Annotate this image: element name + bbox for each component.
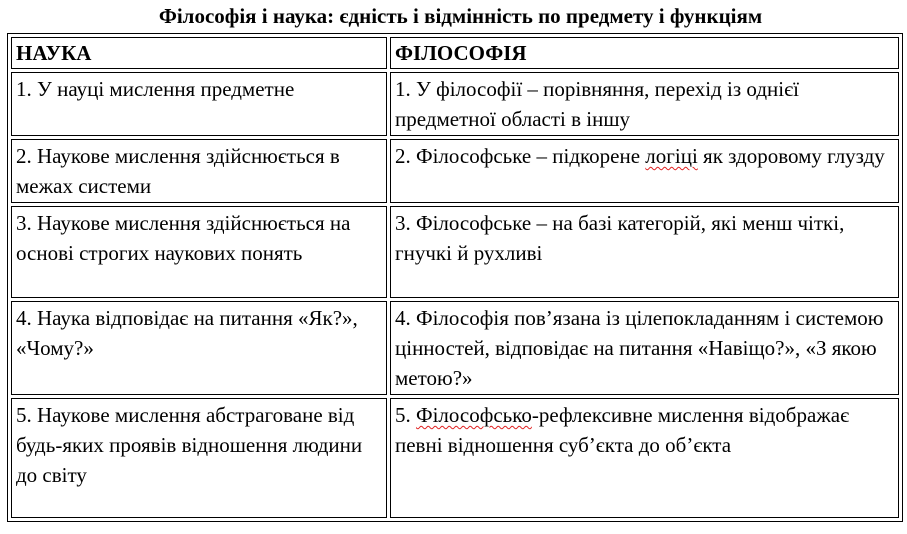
table-header-row <box>11 37 899 69</box>
table-row <box>11 72 899 136</box>
comparison-table <box>7 33 903 522</box>
cell-science: 4. Наука відповідає на питання «Як?», «Чому?» <box>11 301 387 395</box>
cell-text: 2. Філософське – підкорене <box>395 144 646 168</box>
header-science: НАУКА <box>11 37 387 69</box>
cell-philosophy <box>390 139 899 203</box>
cell-science: 2. Наукове мислення здійснюється в межах системи <box>11 139 387 203</box>
spellcheck-flagged-word: логіці <box>645 144 698 168</box>
table-row <box>11 206 899 298</box>
cell-philosophy: 1. У філософії – порівняння, перехід із однієї предметної області в іншу <box>390 72 899 136</box>
cell-text: як здоровому глузду <box>697 144 885 168</box>
cell-text: 5. <box>395 403 416 427</box>
spellcheck-flagged-word: Філософсько <box>416 403 532 427</box>
cell-text: -рефлексивне мислення відображає певні відношення суб’єкта до об’єкта <box>395 403 850 457</box>
header-philosophy: ФІЛОСОФІЯ <box>390 37 899 69</box>
cell-science: 5. Наукове мислення абстраговане від будь-яких проявів відношення людини до світу <box>11 398 387 518</box>
page-title: Філософія і наука: єдність і відмінність по предмету і функціям <box>158 4 763 28</box>
cell-philosophy <box>390 398 899 518</box>
cell-philosophy: 4. Філософія пов’язана із цілепокладанням і системою цінностей, відповідає на питання «Навіщо?», «З якою метою?» <box>390 301 899 395</box>
table-row <box>11 398 899 518</box>
table-row <box>11 301 899 395</box>
cell-philosophy: 3. Філософське – на базі категорій, які менш чіткі, гнучкі й рухливі <box>390 206 899 298</box>
table-row <box>11 139 899 203</box>
cell-science: 3. Наукове мислення здійснюється на основі строгих наукових понять <box>11 206 387 298</box>
cell-science: 1. У науці мислення предметне <box>11 72 387 136</box>
